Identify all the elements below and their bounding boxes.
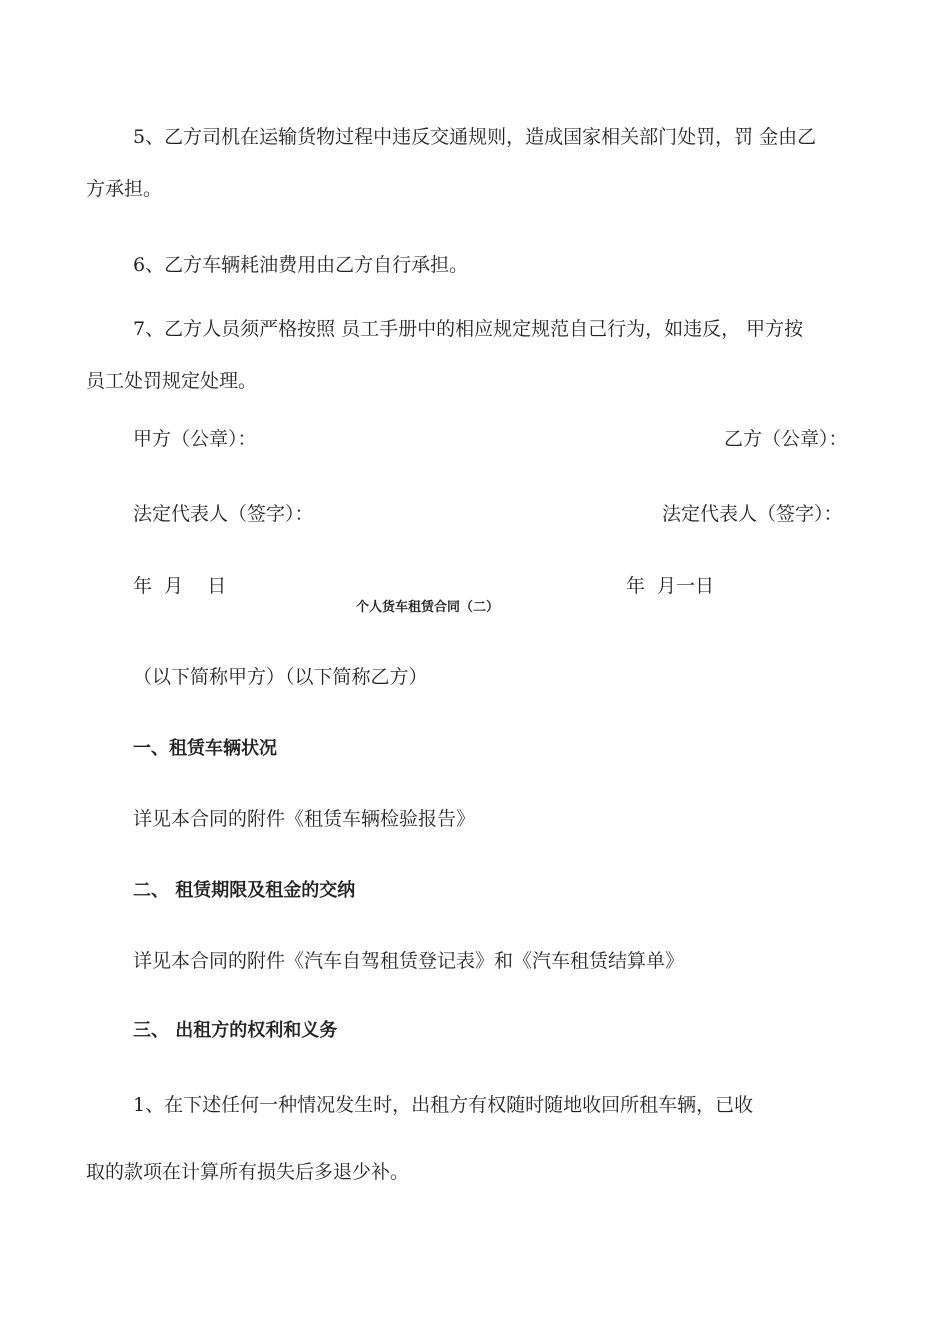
section-2-heading: 二、 租赁期限及租金的交纳 xyxy=(133,880,356,901)
parties-abbreviation: （以下简称甲方）（以下简称乙方） xyxy=(133,666,428,688)
contract-2-title: 个人货车租赁合同（二） xyxy=(356,600,500,615)
clause-7-line-2: 员工处罚规定处理。 xyxy=(86,370,258,392)
section-3-item-1-line-1: 1、在下述任何一种情况发生时，出租方有权随时随地收回所租车辆，已收 xyxy=(133,1094,754,1116)
clause-5-line-1: 5、乙方司机在运输货物过程中违反交通规则，造成国家相关部门处罚，罚 金由乙 xyxy=(133,126,817,148)
party-b-date: 年 月一日 xyxy=(626,575,715,597)
party-a-seal-label: 甲方（公章）： xyxy=(133,428,257,450)
party-a-representative-label: 法定代表人（签字）： xyxy=(133,503,314,525)
section-3-item-1-line-2: 取的款项在计算所有损失后多退少补。 xyxy=(86,1161,410,1183)
section-3-heading: 三、 出租方的权利和义务 xyxy=(133,1020,338,1041)
section-1-body: 详见本合同的附件《租赁车辆检验报告》 xyxy=(133,808,476,830)
party-a-date: 年 月 日 xyxy=(133,575,227,597)
section-1-heading: 一、租赁车辆状况 xyxy=(133,738,277,759)
clause-5-line-2: 方承担。 xyxy=(86,178,163,200)
party-b-seal-label: 乙方（公章）： xyxy=(724,428,848,450)
clause-6: 6、乙方车辆耗油费用由乙方自行承担。 xyxy=(133,254,469,276)
section-2-body: 详见本合同的附件《汽车自驾租赁登记表》和《汽车租赁结算单》 xyxy=(133,950,685,972)
party-b-representative-label: 法定代表人（签字）： xyxy=(662,503,843,525)
clause-7-line-1: 7、乙方人员须严格按照 员工手册中的相应规定规范自己行为，如违反， 甲方按 xyxy=(133,318,804,340)
